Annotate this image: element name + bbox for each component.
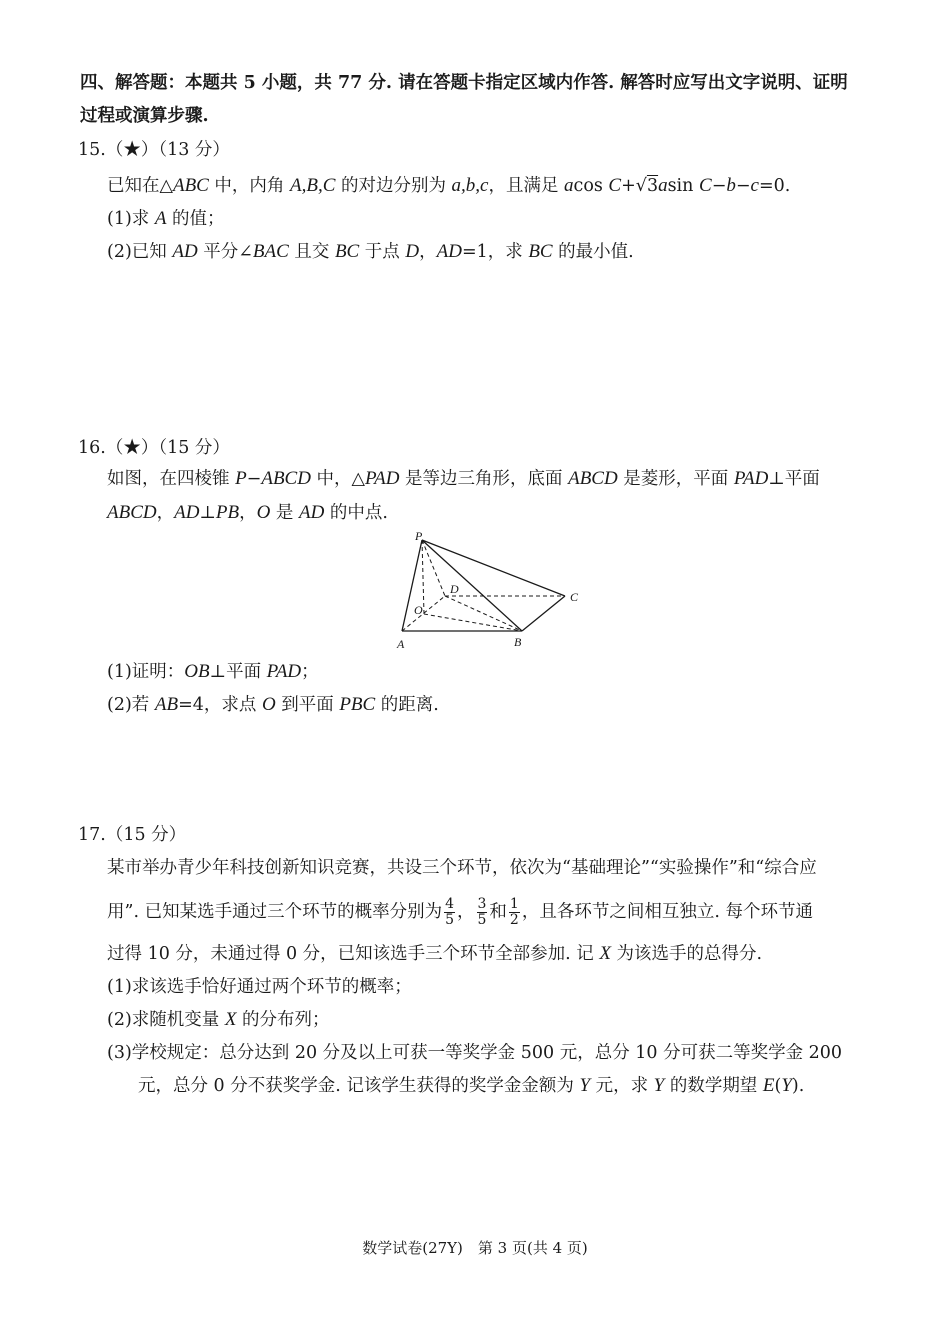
- q15-stem: 已知在△ABC 中，内角 A,B,C 的对边分别为 a,b,c，且满足 acos C+√3asin C−b−c=0.: [107, 175, 791, 196]
- q17-part3: (3)学校规定：总分达到 20 分及以上可获一等奖学金 500 元，总分 10 分可获二等奖学金 200: [107, 1043, 843, 1063]
- section-instruction-line1: 四、解答题：本题共 5 小题，共 77 分. 请在答题卡指定区域内作答. 解答时应写出文字说明、证明: [80, 73, 848, 93]
- edge-BC: [522, 596, 565, 631]
- q16-header: 16.（★）（15 分）: [78, 438, 230, 458]
- q16-part1: (1)证明：OB⊥平面 PAD；: [107, 661, 319, 682]
- section-instruction-line2: 过程或演算步骤.: [80, 106, 209, 126]
- q15-part2: (2)已知 AD 平分∠BAC 且交 BC 于点 D，AD=1，求 BC 的最小值.: [107, 241, 634, 262]
- q17-part1: (1)求该选手恰好通过两个环节的概率；: [107, 977, 412, 997]
- edge-PD: [422, 540, 445, 596]
- edge-PC: [422, 540, 565, 596]
- q15-header: 15.（★）（13 分）: [78, 140, 230, 160]
- label-P: P: [415, 530, 423, 543]
- label-D: D: [450, 582, 459, 596]
- label-B: B: [514, 635, 522, 649]
- q15-part1: (1)求 A 的值；: [107, 208, 225, 229]
- q17-part2: (2)求随机变量 X 的分布列；: [107, 1009, 330, 1030]
- fraction-3-5: $\frac{3}{5}$: [477, 896, 487, 928]
- q16-part2: (2)若 AB=4，求点 O 到平面 PBC 的距离.: [107, 694, 439, 715]
- edge-PB: [422, 540, 522, 631]
- label-A: A: [397, 637, 405, 651]
- label-C: C: [570, 590, 579, 604]
- label-O: O: [414, 603, 423, 617]
- q17-stem-line2: 用”. 已知某选手通过三个环节的概率分别为 $\frac{4}{5}$ ， $\frac{3}{5}$ 和 $\frac{1}{2}$ ，且各环节之间相互独立. 每个环节通: [107, 896, 813, 928]
- q17-part3-cont: 元，总分 0 分不获奖学金. 记该学生获得的奖学金金额为 Y 元，求 Y 的数学期望 E(Y).: [138, 1075, 805, 1096]
- fraction-4-5: $\frac{4}{5}$: [445, 896, 454, 928]
- segment-DB: [445, 596, 522, 631]
- q16-stem-line1: 如图，在四棱锥 P−ABCD 中，△PAD 是等边三角形，底面 ABCD 是菱形，平面 PAD⊥平面: [107, 468, 820, 489]
- fraction-1-2: $\frac{1}{2}$: [509, 896, 519, 928]
- segment-OB: [424, 614, 522, 631]
- q16-stem-line2: ABCD，AD⊥PB，O 是 AD 的中点.: [107, 502, 388, 523]
- page-footer: 数学试卷(27Y) 第 3 页(共 4 页): [362, 1239, 588, 1257]
- q17-header: 17.（15 分）: [78, 825, 187, 845]
- q17-stem-line3: 过得 10 分，未通过得 0 分，已知该选手三个环节全部参加. 记 X 为该选手的总得分.: [107, 943, 763, 964]
- q17-stem-line1: 某市举办青少年科技创新知识竞赛，共设三个环节，依次为“基础理论”“实验操作”和“综合应: [107, 858, 817, 878]
- pyramid-figure: [390, 530, 590, 655]
